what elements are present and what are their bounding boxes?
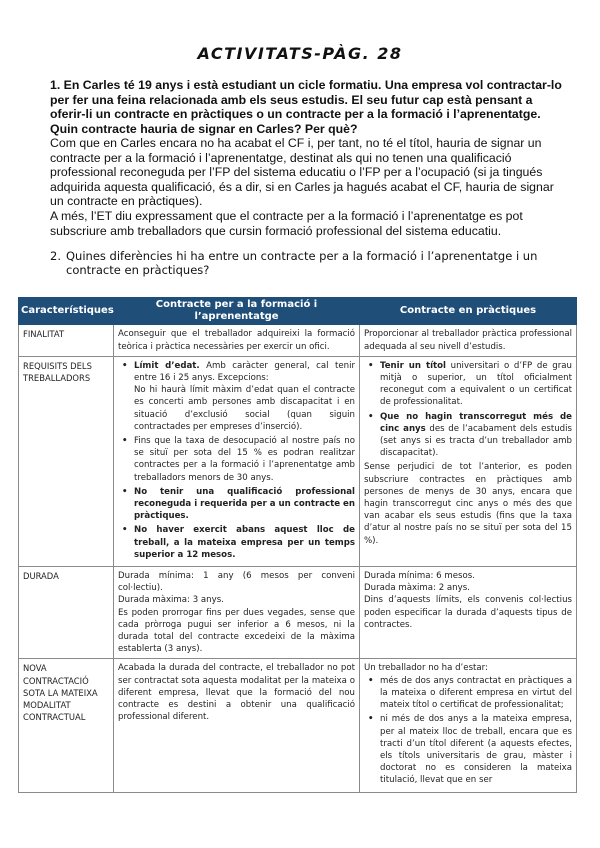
header-caracteristiques: Característiques (19, 298, 114, 325)
row-label-requisits: REQUISITS DELS TREBALLADORS (19, 356, 114, 566)
list-item: • Tenir un títol universitari o d’FP de grau mitjà o superior, un títol oficialment reconegut com a equivalent o un certificat de professionalitat. (364, 360, 572, 409)
list-item: • No haver exercit abans aquest lloc de treball, a la mateixa empresa per un temps superior a 12 mesos. (118, 524, 355, 561)
requisits-practiques (360, 356, 577, 566)
edat-exceptions: No hi haurà límit màxim d’edat quan el contracte es concerti amb persones amb discapacitat i en situació d’exclusió social (quan siguin contractades per empreses d’inserció). (134, 385, 355, 432)
question-2 (50, 249, 570, 277)
question-2-text: Quines diferències hi ha entre un contracte per a la formació i l’aprenentatge i un contracte en pràctiques? (66, 249, 538, 277)
list-item: • ni més de dos anys a la mateixa empresa, per al mateix lloc de treball, encara que es tracti d’un títol diferent (a aquests efectes, els títols universitaris de grau, màster i doctorat no es consideren la mateixa titulació, llevat que en ser (364, 713, 572, 786)
list-item: • Límit d’edat. Amb caràcter general, cal tenir entre 16 i 25 anys. Excepcions: No hi haurà límit màxim d’edat quan el contracte es concerti amb persones amb discapacitat i en situació d’exclusió social (quan siguin contractades per empreses d’inserció). (118, 360, 355, 433)
page-title: ACTIVITATS-PÀG. 28 (197, 44, 403, 63)
answer-1-paragraph-2: A més, l’ET diu expressament que el contracte per a la formació i l’aprenentatge es pot subscriure amb treballadors que cursin formació professional del sistema educatiu. (50, 209, 523, 238)
row-label-nova-contractacio: NOVA CONTRACTACIÓ SOTA LA MATEIXA MODALITAT CONTRACTUAL (19, 659, 114, 792)
answer-1-paragraph-1: Com que en Carles encara no ha acabat el CF i, per tant, no té el títol, hauria de signar un contracte per a la formació i l’aprenentatge, destinat als qui no tenen una qualificació professional reconeguda per l’FP del sistema educatiu o l’FP per a l’ocupació (si ja tingués adquirida aquesta qualificació, és a dir, si en Carles ja hagués acabat el CF, hauria de signar un contracte en pràctiques). (50, 136, 554, 209)
header-formacio: Contracte per a la formació i l’aprenentatge (114, 298, 360, 325)
durada-formacio: Durada mínima: 1 any (6 mesos per conveni col·lectiu). Durada màxima: 3 anys. Es poden prorrogar fins per dues vegades, sense que cada pròrroga pugui ser inferior a 6 mesos, ni la durada total del contracte excedeixi de la màxima establerta (3 anys). (114, 567, 360, 659)
row-label-finalitat: FINALITAT (19, 325, 114, 356)
nova-formacio: Acabada la durada del contracte, el treballador no pot ser contractat sota aquesta modalitat per la mateixa o diferent empresa, llevat que la formació del nou contracte es destini a obtenir una qualificació professional diferent. (114, 659, 360, 792)
nova-practiques: Un treballador no ha d’estar: • més de dos anys contractat en pràctiques a la mateixa o diferent empresa en virtut del mateix títol o certificat de professionalitat; • ni més de dos anys a la mateixa empresa, per al mateix lloc de treball, encara que es tracti d’un títol diferent (a aquests efectes, els títols universitaris de grau, màster i doctorat no es consideren la mateixa titulació, llevat que en ser (360, 659, 577, 792)
finalitat-formacio: Aconseguir que el treballador adquireixi la formació teòrica i pràctica necessàries per exercir un ofici. (114, 325, 360, 356)
comparison-table (18, 297, 577, 793)
finalitat-practiques: Proporcionar al treballador pràctica professional adequada al seu nivell d’estudis. (360, 325, 577, 356)
question-1: 1. En Carles té 19 anys i està estudiant un cicle formatiu. Una empresa vol contractar-lo per fer una feina relacionada amb els seus estudis. El seu futur cap està pensant a oferir-li un contracte en pràctiques o un contracte per a la formació i l’aprenentatge. Quin contracte hauria de signar en Carles? Per què? (50, 78, 562, 136)
requisits-formacio (114, 356, 360, 566)
list-item: • No tenir una qualificació professional reconeguda i requerida per a un contracte en pràctiques. (118, 486, 355, 523)
table-row-finalitat (19, 325, 577, 356)
header-practiques: Contracte en pràctiques (360, 298, 577, 325)
list-item: • més de dos anys contractat en pràctiques a la mateixa o diferent empresa en virtut del mateix títol o certificat de professionalitat; (364, 675, 572, 712)
question-2-number: 2. (50, 249, 61, 263)
table-row-durada (19, 567, 577, 659)
durada-practiques: Durada mínima: 6 mesos. Durada màxima: 2 anys. Dins d’aquests límits, els convenis col·lectius poden especificar la durada d’aquests tipus de contractes. (360, 567, 577, 659)
list-item: • Que no hagin transcorregut més de cinc anys des de l’acabament dels estudis (set anys si es tracta d’un treballador amb discapacitat). (364, 411, 572, 460)
list-item: • Fins que la taxa de desocupació al nostre país no se situï per sota del 15 % es podran realitzar contractes per a la formació i l’aprenentatge amb treballadors menors de 30 anys. (118, 435, 355, 484)
table-header-row (19, 298, 577, 325)
requisits-note: Sense perjudici de tot l’anterior, es poden subscriure contractes en pràctiques amb persones de menys de 30 anys, encara que hagin transcorregut cinc anys o més des que van acabar els seus estudis (fins que la taxa d’atur al nostre país no se situï per sota del 15 %). (364, 462, 572, 546)
table-row-nova-contractacio (19, 659, 577, 792)
table-row-requisits (19, 356, 577, 566)
row-label-durada: DURADA (19, 567, 114, 659)
